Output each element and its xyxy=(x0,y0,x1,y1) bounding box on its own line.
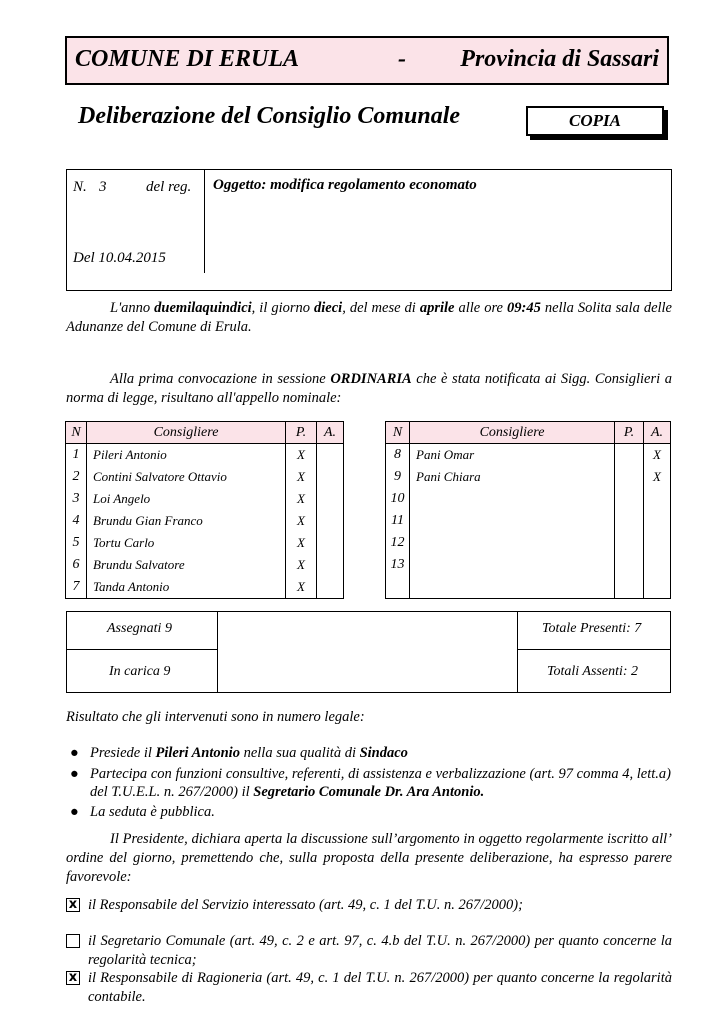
presente-mark: X xyxy=(286,576,317,599)
intro-text: , del mese di xyxy=(342,300,420,316)
row-number: 7 xyxy=(66,576,87,599)
presente-mark xyxy=(615,466,644,488)
checkbox-segretario[interactable] xyxy=(66,934,80,948)
assente-mark xyxy=(644,554,671,576)
row-number: 8 xyxy=(386,444,410,467)
table-row xyxy=(386,466,671,488)
consigliere-name: Brundu Gian Franco xyxy=(87,510,286,532)
col-p: P. xyxy=(615,422,644,444)
table-row xyxy=(386,510,671,532)
assente-mark xyxy=(317,510,344,532)
intro-text: alle ore xyxy=(454,300,507,316)
intro-text: , il giorno xyxy=(251,300,315,316)
assente-mark xyxy=(317,444,344,467)
session-paragraph xyxy=(66,370,672,408)
col-consigliere: Consigliere xyxy=(410,422,615,444)
session-type: ORDINARIA xyxy=(330,371,412,387)
consigliere-name: Contini Salvatore Ottavio xyxy=(87,466,286,488)
totals-divider xyxy=(217,612,218,692)
col-a: A. xyxy=(644,422,671,444)
assente-mark xyxy=(644,576,671,599)
consigliere-name xyxy=(410,532,615,554)
segretario: Segretario Comunale Dr. Ara Antonio. xyxy=(253,784,485,800)
assegnati: Assegnati 9 xyxy=(107,621,172,636)
table-row xyxy=(66,444,344,467)
header-dash: - xyxy=(398,46,406,72)
table-row xyxy=(66,466,344,488)
presente-mark: X xyxy=(286,444,317,467)
consigliere-name: Brundu Salvatore xyxy=(87,554,286,576)
consigliere-name: Loi Angelo xyxy=(87,488,286,510)
intro-text: nella Solita sala delle Adunanze del Comune di Erula. xyxy=(66,300,672,335)
row-number: 3 xyxy=(66,488,87,510)
intro-text: L'anno xyxy=(110,300,155,316)
totals-divider xyxy=(517,612,518,692)
parere-text: il Responsabile del Servizio interessato (art. 49, c. 1 del T.U. n. 267/2000); xyxy=(88,897,523,913)
presente-mark: X xyxy=(286,466,317,488)
presente-mark xyxy=(615,554,644,576)
row-number: 4 xyxy=(66,510,87,532)
col-p: P. xyxy=(286,422,317,444)
consigliere-name: Pani Omar xyxy=(410,444,615,467)
header-box xyxy=(65,36,669,85)
assente-mark xyxy=(644,532,671,554)
table-row xyxy=(66,510,344,532)
consigliere-name xyxy=(410,576,615,599)
table-row xyxy=(66,532,344,554)
council-table-left xyxy=(65,421,344,599)
totali-assenti: Totali Assenti: 2 xyxy=(547,664,639,679)
oggetto: Oggetto: modifica regolamento economato xyxy=(213,177,477,193)
presente-mark: X xyxy=(286,510,317,532)
presidente-name: Pileri Antonio xyxy=(155,745,240,761)
assente-mark xyxy=(317,532,344,554)
checkbox-responsabile-servizio[interactable]: x xyxy=(66,898,80,912)
consigliere-name xyxy=(410,488,615,510)
table-row xyxy=(66,576,344,599)
bullet-item xyxy=(70,744,670,762)
parere-text: il Segretario Comunale (art. 49, c. 2 e art. 97, c. 4.b del T.U. n. 267/2000) per quanto concerne la regolarità tecnica; xyxy=(88,933,672,968)
reg-n-label: N. xyxy=(73,179,87,195)
council-table-right xyxy=(385,421,671,599)
assente-mark xyxy=(644,510,671,532)
assente-mark xyxy=(317,554,344,576)
row-number xyxy=(386,576,410,599)
parere-text: il Responsabile di Ragioneria (art. 49, c. 1 del T.U. n. 267/2000) per quanto concerne la regolarità contabile. xyxy=(88,970,672,1005)
col-a: A. xyxy=(317,422,344,444)
reg-n-value: 3 xyxy=(99,179,107,195)
row-number: 5 xyxy=(66,532,87,554)
col-n: N xyxy=(66,422,87,444)
risultato-text: Risultato che gli intervenuti sono in numero legale: xyxy=(66,709,365,725)
row-number: 6 xyxy=(66,554,87,576)
row-number: 2 xyxy=(66,466,87,488)
bullet-text: nella sua qualità di xyxy=(239,745,360,761)
in-carica: In carica 9 xyxy=(109,664,171,679)
totals-divider xyxy=(67,649,217,650)
reg-date: Del 10.04.2015 xyxy=(73,250,166,266)
bullet-icon: ● xyxy=(70,745,79,761)
consigliere-name: Tortu Carlo xyxy=(87,532,286,554)
bullet-item xyxy=(70,803,670,821)
bullet-text: La seduta è pubblica. xyxy=(90,804,215,820)
bullet-text: Partecipa con funzioni consultive, referenti, di assistenza e verbalizzazione (art. 97 comma 4, lett.a) del T.U.E.L. n. 267/2000) il xyxy=(90,766,671,800)
copia-stamp: COPIA xyxy=(526,106,664,136)
consigliere-name: Pani Chiara xyxy=(410,466,615,488)
table-row xyxy=(66,488,344,510)
registry-divider xyxy=(204,170,205,273)
assente-mark xyxy=(317,466,344,488)
presidente-paragraph: Il Presidente, dichiara aperta la discussione sull’argomento in oggetto regolarmente iscritto all’ ordine del giorno, premettendo che, sulla proposta della presente deliberazione, ha espresso parere favorevole: xyxy=(66,831,672,885)
table-row xyxy=(386,576,671,599)
row-number: 12 xyxy=(386,532,410,554)
table-row xyxy=(386,554,671,576)
consigliere-name xyxy=(410,554,615,576)
table-row xyxy=(386,444,671,467)
presente-mark xyxy=(615,510,644,532)
session-text: che è stata notificata ai Sigg. Consiglieri a norma di legge, risultano all'appello nominale: xyxy=(66,371,672,406)
consigliere-name: Pileri Antonio xyxy=(87,444,286,467)
provincia-name: Provincia di Sassari xyxy=(460,46,659,72)
col-consigliere: Consigliere xyxy=(87,422,286,444)
page-title: Deliberazione del Consiglio Comunale xyxy=(78,103,461,129)
comune-name: COMUNE DI ERULA xyxy=(75,46,300,72)
presidente-role: Sindaco xyxy=(359,745,408,761)
registry-box xyxy=(66,169,672,291)
row-number: 13 xyxy=(386,554,410,576)
presente-mark: X xyxy=(286,554,317,576)
presente-mark xyxy=(615,576,644,599)
col-n: N xyxy=(386,422,410,444)
presente-mark xyxy=(615,532,644,554)
checkbox-ragioneria[interactable]: x xyxy=(66,971,80,985)
totals-box xyxy=(66,611,671,693)
assente-mark: X xyxy=(644,444,671,467)
presente-mark xyxy=(615,444,644,467)
reg-label: del reg. xyxy=(146,179,192,195)
totals-divider xyxy=(517,649,670,650)
assente-mark xyxy=(644,488,671,510)
bullet-icon: ● xyxy=(70,766,79,782)
intro-year: duemilaquindici xyxy=(154,300,252,316)
consigliere-name xyxy=(410,510,615,532)
row-number: 1 xyxy=(66,444,87,467)
presente-mark: X xyxy=(286,488,317,510)
bullet-item xyxy=(70,765,671,801)
bullet-text: Presiede il xyxy=(90,745,156,761)
row-number: 11 xyxy=(386,510,410,532)
consigliere-name: Tanda Antonio xyxy=(87,576,286,599)
totale-presenti: Totale Presenti: 7 xyxy=(542,621,642,636)
table-row xyxy=(66,554,344,576)
assente-mark xyxy=(317,576,344,599)
session-text: Alla prima convocazione in sessione xyxy=(110,371,331,387)
row-number: 9 xyxy=(386,466,410,488)
bullet-icon: ● xyxy=(70,804,79,820)
presente-mark: X xyxy=(286,532,317,554)
assente-mark xyxy=(317,488,344,510)
table-row xyxy=(386,488,671,510)
table-row xyxy=(386,532,671,554)
intro-time: 09:45 xyxy=(506,300,541,316)
assente-mark: X xyxy=(644,466,671,488)
row-number: 10 xyxy=(386,488,410,510)
intro-month: aprile xyxy=(419,300,455,316)
presente-mark xyxy=(615,488,644,510)
intro-day: dieci xyxy=(314,300,343,316)
intro-paragraph xyxy=(66,299,672,337)
